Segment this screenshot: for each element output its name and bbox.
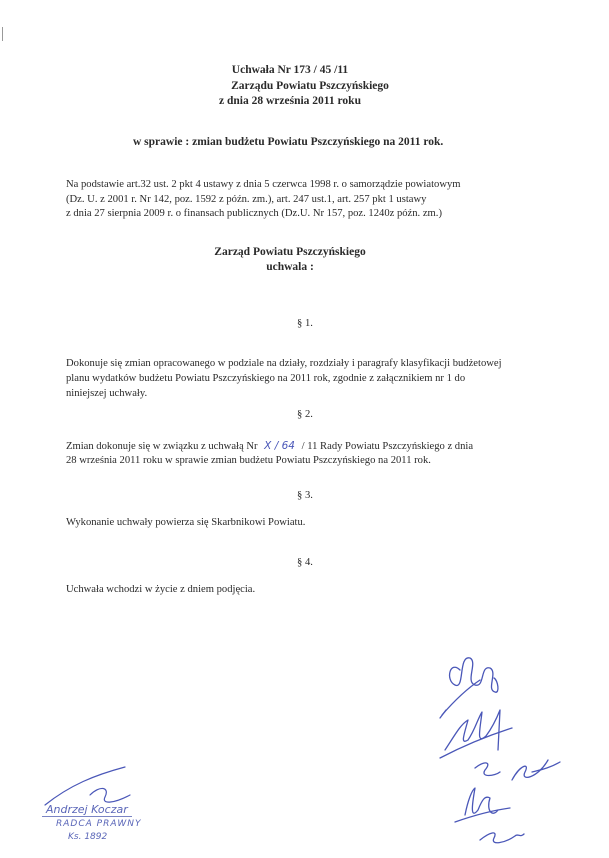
board-resolves: uchwala : <box>266 261 314 273</box>
legal-basis-line-1: Na podstawie art.32 ust. 2 pkt 4 ustawy z dnia 5 czerwca 1998 r. o samorządzie powiatowym <box>66 179 461 190</box>
section-2-line-1 <box>66 440 473 452</box>
resolution-subject: w sprawie : zmian budżetu Powiatu Pszczyńskiego na 2011 rok. <box>133 136 444 148</box>
section-2-number: § 2. <box>297 409 313 420</box>
section-2-line-2: 28 września 2011 roku w sprawie zmian budżetu Powiatu Pszczyńskiego na 2011 rok. <box>66 455 431 466</box>
section-1-line-1: Dokonuje się zmian opracowanego w podziale na działy, rozdziały i paragrafy klasyfikacji budżetowej <box>66 358 502 369</box>
section-1-line-3: niniejszej uchwały. <box>66 388 148 399</box>
section-3-text: Wykonanie uchwały powierza się Skarbnikowi Powiatu. <box>66 517 306 528</box>
section-2-text-before: Zmian dokonuje się w związku z uchwałą Nr <box>66 441 258 452</box>
stamp-number: Ks. 1892 <box>68 832 108 842</box>
stamp-name: Andrzej Koczar <box>42 803 132 817</box>
legal-basis-line-2: (Dz. U. z 2001 r. Nr 142, poz. 1592 z późn. zm.), art. 247 ust.1, art. 257 pkt 1 ustawy <box>66 194 427 205</box>
board-signatures-graphic <box>420 640 570 850</box>
issuing-body: Zarządu Powiatu Pszczyńskiego <box>231 80 389 92</box>
handwritten-resolution-number: X / 64 <box>264 440 295 452</box>
section-3-number: § 3. <box>297 490 313 501</box>
section-2-text-after: / 11 Rady Powiatu Pszczyńskiego z dnia <box>301 441 474 452</box>
stamp-title: RADCA PRAWNY <box>56 819 142 829</box>
section-1-number: § 1. <box>297 318 313 329</box>
section-4-text: Uchwała wchodzi w życie z dniem podjęcia. <box>66 584 256 595</box>
scan-edge-mark <box>2 27 6 41</box>
section-4-number: § 4. <box>297 557 313 568</box>
board-name: Zarząd Powiatu Pszczyńskiego <box>214 246 366 258</box>
resolution-date: z dnia 28 września 2011 roku <box>219 95 361 107</box>
section-1-line-2: planu wydatków budżetu Powiatu Pszczyńskiego na 2011 rok, zgodnie z załącznikiem nr 1 do <box>66 373 466 384</box>
legal-basis-line-3: z dnia 27 sierpnia 2009 r. o finansach publicznych (Dz.U. Nr 157, poz. 1240z późn. zm.) <box>66 208 442 219</box>
resolution-number: Uchwała Nr 173 / 45 /11 <box>231 64 349 76</box>
